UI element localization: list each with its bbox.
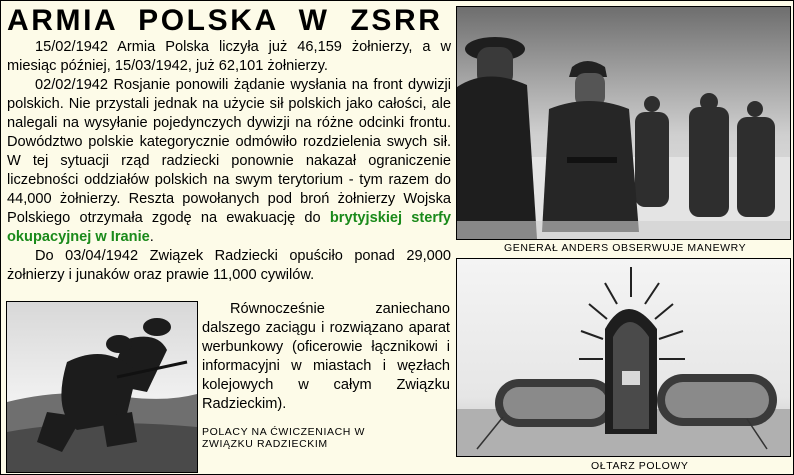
side-text-column <box>202 300 450 414</box>
caption-training-soldiers: POLACY NA ĆWICZENIACH W ZWIĄZKU RADZIECKIM <box>202 426 365 450</box>
caption-field-altar: OŁTARZ POLOWY <box>591 460 689 472</box>
paragraph-evacuation: Do 03/04/1942 Związek Radziecki opuściło ponad 29,000 żołnierzy i junaków oraz prawie 11,000 cywilów. <box>7 248 451 283</box>
paragraph-front-demand-end: . <box>149 229 154 245</box>
paragraph-front-demand-text: 02/02/1942 Rosjanie ponowili żądanie wysłania na front dywizji polskich. Nie przystali jednak na użycie sił polskich jako całości, ale nalegali na wysyłanie pojedynczych dywizji na różne odcinki frontu. Dowództwo polskie kategorycznie odmówiło rozdzielenia swych sił. W tej sytuacji rząd radziecki ponownie nakazał ograniczenie liczebności oddziałów polskich na swym terytorium - tym razem do 44,000 żołnierzy. Reszta powołanych pod broń żołnierzy Wojska Polskiego otrzymała zgodę na ewakuację do <box>7 77 451 226</box>
photo-field-altar <box>456 258 791 457</box>
caption-general-anders: GENERAŁ ANDERS OBSERWUJE MANEWRY <box>504 242 747 254</box>
paragraph-front-demand <box>7 76 451 247</box>
photo-general-anders <box>456 6 791 240</box>
main-text-column <box>7 38 451 285</box>
photo-training-soldiers <box>6 301 198 473</box>
page-title: ARMIA POLSKA W ZSRR <box>7 4 443 37</box>
paragraph-recruitment: Równocześnie zaniechano dalszego zaciągu i rozwiązano aparat werbunkowy (oficerowie łącznikowi i informacyjni w miastach i węzłach kolejowych w całym Związku Radzieckim). <box>202 301 450 412</box>
paragraph-army-size: 15/02/1942 Armia Polska liczyła już 46,159 żołnierzy, a w miesiąc później, 15/03/1942, już 62,101 żołnierzy. <box>7 39 451 74</box>
iran-highlight-text: brytyjskiej sterfy okupacyjnej w Iranie <box>7 210 451 245</box>
